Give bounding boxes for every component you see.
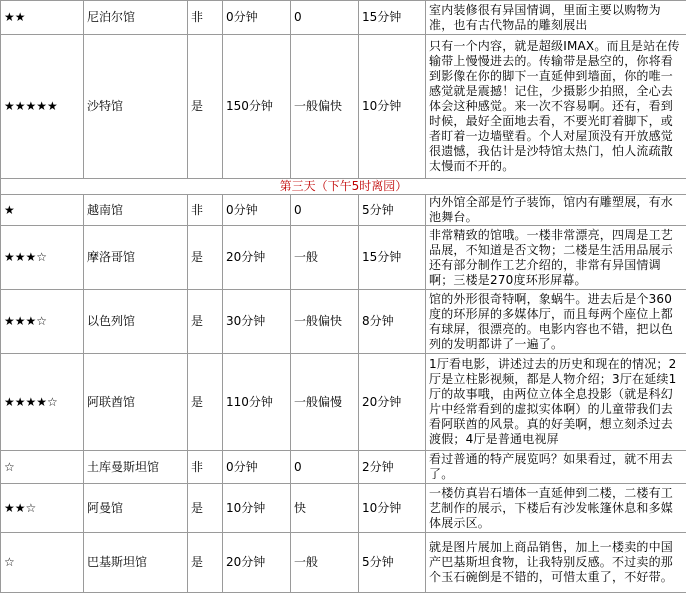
pavilion-description: 1厅看电影，讲述过去的历史和现在的情况；2厅是立柱影视频，都是人物介绍；3厅在延续1厅的故事哦，由两位立体全息投影（就是科幻片中经常看到的虚拟实体啊）的儿童带我们去看阿联酋的风景。真的好美啊，想立刻杀过去渡假；4厅是普通电视屏 bbox=[426, 354, 686, 451]
pavilion-description: 馆的外形很奇特啊，象蜗牛。进去后是个360度的环形屏的多媒体厅，而且每两个座位上都有球屏，很漂亮的。电影内容也不错，把以色列的发明都讲了一遍了。 bbox=[426, 290, 686, 354]
pavilion-name: 越南馆 bbox=[84, 195, 188, 226]
pavilion-description: 非常精致的馆哦。一楼非常漂亮，四周是工艺品展，不知道是否文物；二楼是生活用品展示还有部分制作工艺介绍的，非常有异国情调啊；三楼是270度环形屏幕。 bbox=[426, 226, 686, 290]
visit-duration: 15分钟 bbox=[359, 226, 426, 290]
rating-stars: ★★★☆ bbox=[1, 226, 84, 290]
pavilion-name: 土库曼斯坦馆 bbox=[84, 451, 188, 484]
visit-duration: 10分钟 bbox=[359, 484, 426, 533]
visit-duration: 5分钟 bbox=[359, 533, 426, 593]
table-row bbox=[1, 1, 686, 35]
queue-speed: 0 bbox=[291, 1, 359, 35]
queue-speed: 0 bbox=[291, 195, 359, 226]
pavilion-name: 摩洛哥馆 bbox=[84, 226, 188, 290]
pavilion-description: 只有一个内容，就是超级IMAX。而且是站在传输带上慢慢进去的。传输带是悬空的，你将看到影像在你的脚下一直延伸到墙面，你的唯一感觉就是震撼！记住，少摄影少拍照，全心去体会这种感觉。来一次不容易啊。还有，看到时候，最好全面地去看，不要光盯着脚下，或者盯着一边墙壁看。个人对屋顶没有开放感觉很遗憾，我估计是沙特馆太热门，怕人流疏散太慢而不开的。 bbox=[426, 35, 686, 179]
table-row bbox=[1, 290, 686, 354]
visit-duration: 20分钟 bbox=[359, 354, 426, 451]
table-row bbox=[1, 354, 686, 451]
table-row bbox=[1, 195, 686, 226]
pavilion-name: 阿曼馆 bbox=[84, 484, 188, 533]
table-row bbox=[1, 484, 686, 533]
queue-speed: 快 bbox=[291, 484, 359, 533]
rating-stars: ★ bbox=[1, 195, 84, 226]
rating-stars: ★★★★★ bbox=[1, 35, 84, 179]
queue-flag: 是 bbox=[188, 226, 223, 290]
queue-flag: 非 bbox=[188, 195, 223, 226]
wait-duration: 110分钟 bbox=[223, 354, 291, 451]
queue-speed: 一般偏快 bbox=[291, 35, 359, 179]
pavilion-name: 巴基斯坦馆 bbox=[84, 533, 188, 593]
rating-stars: ☆ bbox=[1, 533, 84, 593]
visit-duration: 8分钟 bbox=[359, 290, 426, 354]
queue-flag: 是 bbox=[188, 533, 223, 593]
wait-duration: 0分钟 bbox=[223, 195, 291, 226]
queue-speed: 一般偏慢 bbox=[291, 354, 359, 451]
pavilion-description: 就是图片展加上商品销售，加上一楼卖的中国产巴基斯坦食物，让我特别反感。不过卖的那个玉石碗倒是不错的，可惜太重了，不好带。 bbox=[426, 533, 686, 593]
queue-speed: 一般 bbox=[291, 533, 359, 593]
table-row bbox=[1, 35, 686, 179]
rating-stars: ★★★☆ bbox=[1, 290, 84, 354]
wait-duration: 150分钟 bbox=[223, 35, 291, 179]
queue-speed: 0 bbox=[291, 451, 359, 484]
queue-speed: 一般偏快 bbox=[291, 290, 359, 354]
pavilion-name: 尼泊尔馆 bbox=[84, 1, 188, 35]
wait-duration: 10分钟 bbox=[223, 484, 291, 533]
queue-flag: 是 bbox=[188, 290, 223, 354]
queue-flag: 是 bbox=[188, 35, 223, 179]
rating-stars: ★★ bbox=[1, 1, 84, 35]
pavilion-name: 以色列馆 bbox=[84, 290, 188, 354]
rating-stars: ★★☆ bbox=[1, 484, 84, 533]
visit-duration: 5分钟 bbox=[359, 195, 426, 226]
rating-stars: ★★★★☆ bbox=[1, 354, 84, 451]
visit-duration: 10分钟 bbox=[359, 35, 426, 179]
pavilion-description: 看过普通的特产展览吗？如果看过，就不用去了。 bbox=[426, 451, 686, 484]
pavilion-description: 一楼仿真岩石墙体一直延伸到二楼，二楼有工艺制作的展示，下楼后有沙发帐篷休息和多媒体展示区。 bbox=[426, 484, 686, 533]
wait-duration: 20分钟 bbox=[223, 533, 291, 593]
visit-duration: 2分钟 bbox=[359, 451, 426, 484]
table-row bbox=[1, 451, 686, 484]
wait-duration: 20分钟 bbox=[223, 226, 291, 290]
wait-duration: 30分钟 bbox=[223, 290, 291, 354]
pavilion-name: 沙特馆 bbox=[84, 35, 188, 179]
table-row bbox=[1, 533, 686, 593]
queue-flag: 非 bbox=[188, 451, 223, 484]
rating-stars: ☆ bbox=[1, 451, 84, 484]
section-row bbox=[1, 179, 686, 195]
queue-flag: 非 bbox=[188, 1, 223, 35]
queue-flag: 是 bbox=[188, 484, 223, 533]
queue-speed: 一般 bbox=[291, 226, 359, 290]
pavilion-description: 内外馆全部是竹子装饰，馆内有雕塑展，有水池舞台。 bbox=[426, 195, 686, 226]
queue-flag: 是 bbox=[188, 354, 223, 451]
visit-duration: 15分钟 bbox=[359, 1, 426, 35]
pavilion-name: 阿联酋馆 bbox=[84, 354, 188, 451]
section-title: 第三天（下午5时离园） bbox=[1, 179, 686, 195]
pavilion-description: 室内装修很有异国情调，里面主要以购物为准，也有古代物品的雕刻展出 bbox=[426, 1, 686, 35]
table-row bbox=[1, 226, 686, 290]
wait-duration: 0分钟 bbox=[223, 1, 291, 35]
wait-duration: 0分钟 bbox=[223, 451, 291, 484]
